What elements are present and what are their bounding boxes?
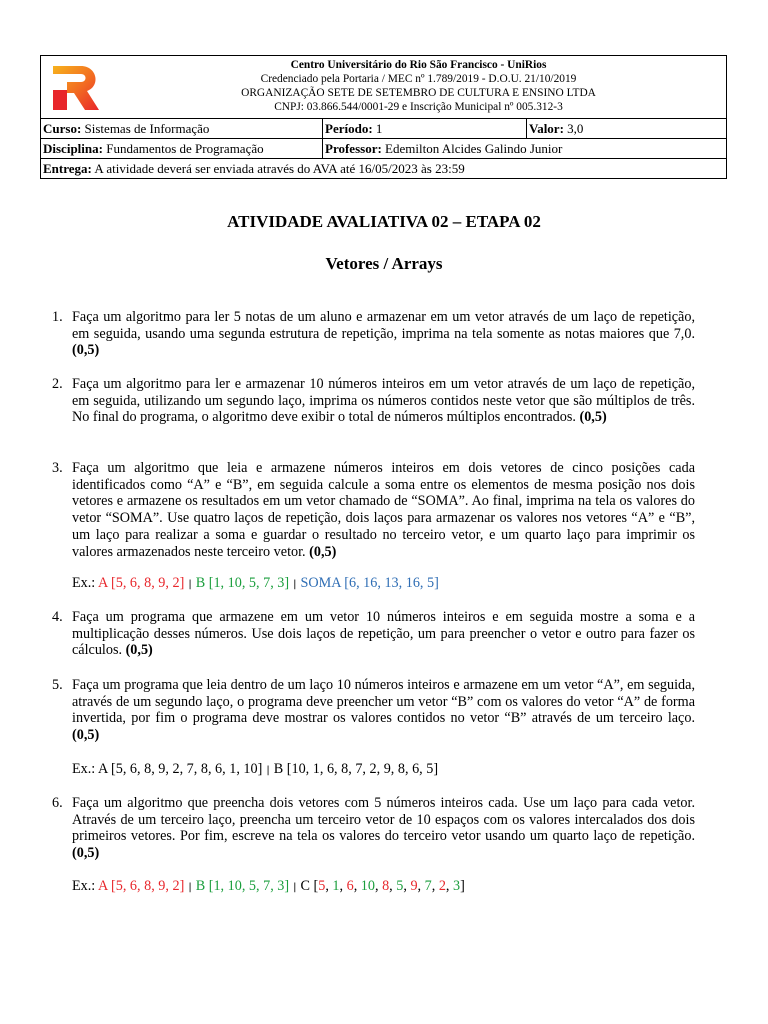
example-separator: | [293, 882, 297, 893]
example-prefix: Ex.: [72, 575, 96, 591]
vector-c-comma: , [325, 878, 333, 894]
vector-c-value: 5 [318, 878, 326, 894]
example-separator: | [266, 765, 270, 776]
question-3 [52, 460, 695, 560]
page-subtitle: Vetores / Arrays [325, 254, 443, 273]
unirios-logo-icon [47, 60, 107, 115]
vector-c-comma: , [417, 878, 425, 894]
vector-c-value: 1 [332, 878, 340, 894]
vector-c-comma: , [431, 878, 439, 894]
question-number: 3. [52, 460, 63, 476]
question-text: Faça um algoritmo para ler e armazenar 10 números inteiros em um vetor através de um laço de repetição, em seguida, utilizando um segundo laço, imprima os números contidos neste vetor que são múltiplos de três. No final do programa, o algoritmo deve exibir o total de números múltiplos encontrados. [72, 376, 695, 426]
period-value: 1 [375, 121, 383, 136]
vector-c-value: 8 [382, 878, 390, 894]
vector-c-comma: , [374, 878, 383, 894]
question-points: (0,5) [72, 727, 100, 744]
vector-c-value: 6 [346, 878, 354, 894]
vector-c-value: 7 [424, 878, 432, 894]
delivery-label: Entrega: [43, 161, 92, 176]
example-vector-soma: SOMA [6, 16, 13, 16, 5] [300, 575, 439, 591]
example-vector-b: B [10, 1, 6, 8, 7, 2, 9, 8, 6, 5] [273, 761, 439, 777]
professor-value: Edemilton Alcides Galindo Junior [385, 141, 563, 156]
example-vector-b: B [1, 10, 5, 7, 3] [195, 878, 290, 894]
example-separator: | [188, 579, 192, 590]
example-vector-c [300, 878, 464, 894]
question-5 [52, 677, 695, 744]
registry: CNPJ: 03.866.544/0001-29 e Inscrição Municipal nº 005.312-3 [274, 101, 563, 113]
vector-c-value: 3 [453, 878, 461, 894]
question-number: 2. [52, 376, 63, 392]
question-text: Faça um algoritmo que preencha dois vetores com 5 números inteiros cada. Use um laço para cada vetor. Através de um terceiro laço, preencha um terceiro vetor de 10 espaços com os valores intercalados dos dois primeiros vetores. Por fim, escreve na tela os valores do terceiro vetor usando um quarto laço de repetição. [72, 795, 695, 845]
vector-c-comma: , [403, 878, 411, 894]
question-points: (0,5) [125, 642, 153, 659]
vector-c-value: 2 [438, 878, 446, 894]
example-vector-a: A [5, 6, 8, 9, 2] [98, 575, 185, 591]
page-title: ATIVIDADE AVALIATIVA 02 – ETAPA 02 [227, 212, 541, 231]
question-points: (0,5) [72, 342, 100, 359]
header-table [40, 55, 727, 179]
question-1 [52, 309, 695, 359]
discipline-value: Fundamentos de Programação [106, 141, 264, 156]
question-points: (0,5) [309, 543, 337, 560]
delivery-value: A atividade deverá ser enviada através do AVA até 16/05/2023 às 23:59 [94, 161, 465, 176]
question-number: 1. [52, 309, 63, 325]
vector-c-comma: , [445, 878, 453, 894]
question-points: (0,5) [72, 845, 100, 862]
discipline-label: Disciplina: [43, 141, 103, 156]
question-text: Faça um algoritmo que leia e armazene números inteiros em dois vetores de cinco posições cada identificados como “A” e “B”, em seguida calcule a soma entre os elementos de mesma posição nos dois vetores e armazene os resultados em um vetor chamado de “SOMA”. Ao final, imprima na tela os valores do vetor “SOMA”. Use quatro laços de repetição, dois laços para armazenar os valores nos vetores “A” e “B”, um laço para realizar a soma e guardar o resultado no terceiro vetor, e um quarto laço para imprimir os valores armazenados neste terceiro vetor. [72, 460, 695, 560]
example-q6 [72, 878, 465, 896]
value-label: Valor: [529, 121, 564, 136]
example-vector-b: B [1, 10, 5, 7, 3] [195, 575, 290, 591]
vector-c-close: ] [460, 878, 465, 894]
course-row [41, 119, 726, 139]
vector-c-open: C [ [300, 878, 319, 894]
question-number: 6. [52, 795, 63, 811]
example-q5 [72, 761, 438, 779]
organization: ORGANIZAÇÃO SETE DE SETEMBRO DE CULTURA E ENSINO LTDA [241, 87, 596, 99]
course-value: Sistemas de Informação [84, 121, 210, 136]
value-value: 3,0 [567, 121, 584, 136]
example-separator: | [293, 579, 297, 590]
example-prefix: Ex.: [72, 878, 96, 894]
vector-c-value: 5 [396, 878, 404, 894]
vector-c-values [318, 878, 460, 894]
example-prefix: Ex.: [72, 761, 96, 777]
question-text: Faça um programa que armazene em um vetor 10 números inteiros e em seguida mostre a soma e a multiplicação desses números. Use dois laços de repetição, um para preencher o vetor e outro para fazer os cálculos. [72, 609, 695, 659]
period-label: Período: [325, 121, 373, 136]
question-number: 4. [52, 609, 63, 625]
question-number: 5. [52, 677, 63, 693]
question-2 [52, 376, 695, 426]
course-label: Curso: [43, 121, 82, 136]
vector-c-comma: , [389, 878, 397, 894]
question-4 [52, 609, 695, 659]
question-points: (0,5) [579, 409, 607, 426]
vector-c-comma: , [353, 878, 361, 894]
accreditation: Credenciado pela Portaria / MEC nº 1.789/2019 - D.O.U. 21/10/2019 [260, 73, 577, 85]
question-text: Faça um programa que leia dentro de um laço 10 números inteiros e armazene em um vetor “A”, em seguida, através de um segundo laço, o programa deve preencher um vetor “B” com os valores do vetor “A” de forma invertida, por fim o programa deve mostrar os valores contidos no vetor “B” através de um terceiro laço. [72, 677, 695, 727]
vector-c-value: 10 [360, 878, 375, 894]
question-text: Faça um algoritmo para ler 5 notas de um aluno e armazenar em um vetor através de um laço de repetição, em seguida, usando uma segunda estrutura de repetição, imprima na tela somente as notas maiores que 7,0. [72, 309, 695, 342]
vector-c-value: 9 [410, 878, 418, 894]
example-q3 [72, 575, 439, 593]
vector-c-comma: , [339, 878, 347, 894]
delivery-row [41, 159, 726, 178]
discipline-row [41, 139, 726, 159]
institution-name: Centro Universitário do Rio São Francisco - UniRios [290, 59, 547, 71]
professor-label: Professor: [325, 141, 382, 156]
example-separator: | [188, 882, 192, 893]
example-vector-a: A [5, 6, 8, 9, 2] [98, 878, 185, 894]
example-vector-a: A [5, 6, 8, 9, 2, 7, 8, 6, 1, 10] [98, 761, 263, 777]
question-6 [52, 795, 695, 862]
institution-block [41, 56, 726, 119]
